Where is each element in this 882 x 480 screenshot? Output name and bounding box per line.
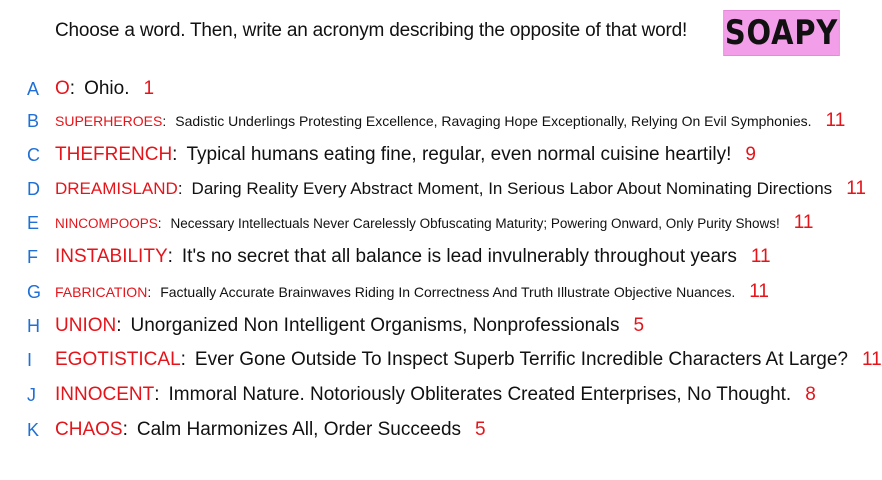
entry-letter: H (27, 315, 40, 336)
entry-word: UNION (55, 315, 117, 336)
entry-score: 5 (475, 419, 486, 440)
entry-acronym: Factually Accurate Brainwaves Riding In Correctness And Truth Illustrate Objective Nuances. (160, 284, 736, 300)
entry-letter: I (27, 349, 33, 370)
entry-letter: J (27, 384, 36, 405)
entry-letter: C (27, 144, 40, 165)
entry-word: INNOCENT (55, 384, 155, 405)
entry-word: CHAOS (55, 419, 123, 440)
entry-acronym: Unorganized Non Intelligent Organisms, Nonprofessionals (130, 315, 620, 336)
entry-score: 11 (793, 212, 814, 233)
entry-score: 11 (749, 281, 769, 302)
entry-acronym: It's no secret that all balance is lead invulnerably throughout years (181, 246, 737, 267)
entry-acronym: Ever Gone Outside To Inspect Superb Terrific Incredible Characters At Large? (194, 349, 848, 370)
entry-score: 11 (825, 110, 846, 131)
entry-word: FABRICATION (55, 284, 148, 300)
entry-letter: F (27, 246, 38, 267)
entry-score: 5 (633, 315, 645, 336)
entry-word: NINCOMPOOPS (55, 216, 158, 231)
entry-word: DREAMISLAND (55, 179, 178, 198)
entry-score: 11 (846, 178, 866, 199)
entry-score: 1 (143, 78, 155, 99)
entry-acronym: Ohio. (84, 78, 130, 99)
entry-score: 8 (805, 384, 816, 405)
entry-letter: K (27, 419, 40, 440)
entry-letter: E (27, 212, 40, 233)
prompt-text: Choose a word. Then, write an acronym describing the opposite of that word! (55, 20, 688, 41)
entry-letter: D (27, 178, 40, 199)
entry-acronym: Daring Reality Every Abstract Moment, In Serious Labor About Nominating Directions (191, 179, 833, 198)
entry-acronym: Sadistic Underlings Protesting Excellence, Ravaging Hope Exceptionally, Relying On Evil Symphonies. (175, 113, 812, 129)
entry-score: 9 (745, 144, 756, 165)
entry-letter: B (27, 110, 40, 131)
entry-score: 11 (861, 349, 882, 370)
entry-word: O (55, 78, 70, 99)
entry-letter: G (27, 281, 42, 302)
entry-acronym: Calm Harmonizes All, Order Succeeds (136, 419, 462, 440)
entry-word: THEFRENCH (55, 144, 173, 165)
entry-letter: A (27, 78, 40, 99)
entry-acronym: Necessary Intellectuals Never Carelessly Obfuscating Maturity; Powering Onward, Only Purity Shows! (170, 216, 780, 231)
entry-word: EGOTISTICAL (55, 349, 181, 370)
entry-acronym: Typical humans eating fine, regular, even normal cuisine heartily! (186, 144, 732, 165)
entry-word: SUPERHEROES (55, 113, 163, 129)
entry-acronym: Immoral Nature. Notoriously Obliterates Created Enterprises, No Thought. (168, 384, 792, 405)
player-badge: SOAPY (723, 10, 839, 56)
entry-word: INSTABILITY (55, 246, 168, 267)
entry-score: 11 (750, 246, 771, 267)
